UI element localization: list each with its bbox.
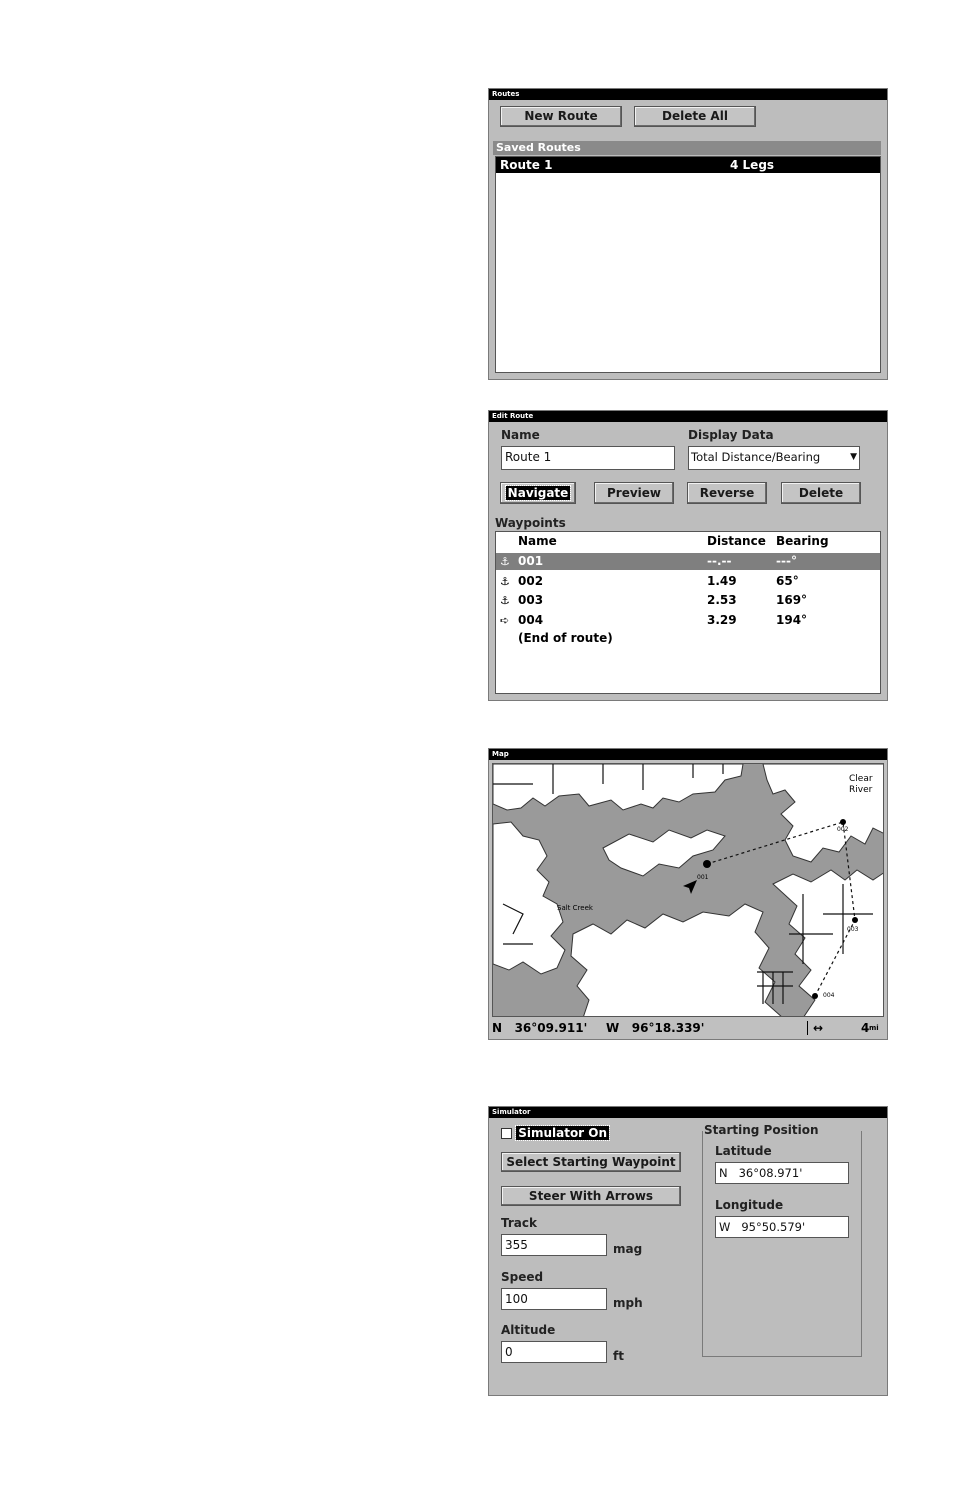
end-of-route: (End of route) <box>518 631 613 645</box>
waypoint-flag-icon: ⚓ <box>500 575 510 588</box>
column-distance: Distance <box>707 534 766 548</box>
waypoint-row-001[interactable] <box>496 553 880 570</box>
longitude-input[interactable]: W 95°50.579' <box>715 1216 849 1238</box>
land-south <box>571 904 783 1017</box>
display-data-select[interactable] <box>688 446 860 470</box>
waypoint-name: 003 <box>518 593 544 607</box>
zoom-arrows-icon: ↔ <box>813 1021 824 1035</box>
routes-window <box>488 88 888 380</box>
speed-label: Speed <box>501 1270 544 1284</box>
speed-unit: mph <box>613 1296 643 1310</box>
waypoint-distance: 3.29 <box>707 613 737 627</box>
saved-routes-header: Saved Routes <box>493 141 881 155</box>
display-data-value: Total Distance/Bearing <box>691 450 821 464</box>
waypoint-bearing: ---° <box>776 554 797 568</box>
land-center <box>603 830 725 876</box>
saved-routes-list[interactable] <box>495 156 881 373</box>
altitude-unit: ft <box>613 1349 624 1363</box>
latitude-input[interactable]: N 36°08.971' <box>715 1162 849 1184</box>
route-row-1[interactable] <box>496 157 880 173</box>
waypoint-bearing: 194° <box>776 613 808 627</box>
track-input[interactable]: 355 <box>501 1234 607 1256</box>
waypoint-row-003[interactable] <box>496 592 880 609</box>
waypoint-marker-001 <box>703 860 711 868</box>
waypoint-marker-004 <box>812 993 818 999</box>
route-name: Route 1 <box>500 158 553 172</box>
reverse-button[interactable]: Reverse <box>687 482 767 504</box>
simulator-on-label: Simulator On <box>518 1126 608 1140</box>
waypoint-name: 001 <box>518 554 544 568</box>
altitude-input[interactable]: 0 <box>501 1341 607 1363</box>
waypoint-label-002: 002 <box>837 826 849 833</box>
speed-input[interactable]: 100 <box>501 1288 607 1310</box>
simulator-window <box>488 1106 888 1396</box>
route-name-input[interactable]: Route 1 <box>501 446 675 470</box>
waypoint-flag-icon: ⚓ <box>500 555 510 568</box>
place-label-clear-river: Clear River <box>849 774 873 795</box>
position-arrow-icon <box>683 880 697 894</box>
map-title: Map <box>489 749 887 760</box>
waypoint-name: 004 <box>518 613 544 627</box>
delete-button[interactable]: Delete <box>781 482 861 504</box>
waypoint-name: 002 <box>518 574 544 588</box>
waypoint-row-004[interactable] <box>496 612 880 629</box>
longitude-label: Longitude <box>715 1198 784 1212</box>
waypoints-label: Waypoints <box>495 516 566 530</box>
name-label: Name <box>501 428 540 442</box>
navigate-button[interactable] <box>500 482 576 504</box>
column-bearing: Bearing <box>776 534 829 548</box>
starting-position-label: Starting Position <box>704 1123 822 1137</box>
altitude-label: Altitude <box>501 1323 556 1337</box>
waypoint-label-004: 004 <box>823 992 835 999</box>
waypoint-flag-icon: ⚓ <box>500 594 510 607</box>
track-label: Track <box>501 1216 537 1230</box>
steer-with-arrows-button[interactable]: Steer With Arrows <box>501 1186 681 1206</box>
place-label-salt-creek: Salt Creek <box>557 904 593 912</box>
navigate-label: Navigate <box>507 485 569 500</box>
waypoint-pointer-icon: ➪ <box>500 614 510 627</box>
zoom-unit: mi <box>869 1024 879 1032</box>
waypoint-distance: --.-- <box>707 554 732 568</box>
land-west <box>493 822 565 974</box>
land-north <box>493 764 743 810</box>
edit-route-window <box>488 410 888 701</box>
waypoint-label-003: 003 <box>847 926 859 933</box>
waypoint-label-001: 001 <box>697 874 709 881</box>
waypoint-distance: 2.53 <box>707 593 737 607</box>
map-divider <box>807 1021 808 1035</box>
simulator-title: Simulator <box>489 1107 887 1118</box>
waypoint-marker-002 <box>840 819 846 825</box>
checkbox-box[interactable] <box>501 1128 512 1139</box>
delete-all-button[interactable]: Delete All <box>634 106 756 127</box>
map-window <box>488 748 888 1040</box>
edit-route-title: Edit Route <box>489 411 887 422</box>
map-canvas[interactable] <box>492 763 884 1017</box>
waypoint-bearing: 65° <box>776 574 799 588</box>
map-longitude: W 96°18.339' <box>606 1021 705 1035</box>
routes-title: Routes <box>489 89 887 100</box>
select-starting-waypoint-button[interactable]: Select Starting Waypoint <box>501 1152 681 1172</box>
waypoint-distance: 1.49 <box>707 574 737 588</box>
column-name: Name <box>518 534 557 548</box>
latitude-label: Latitude <box>715 1144 772 1158</box>
column-header <box>496 534 880 550</box>
road-3 <box>757 972 793 1004</box>
map-latitude: N 36°09.911' <box>492 1021 588 1035</box>
simulator-on-checkbox[interactable] <box>501 1124 609 1142</box>
preview-button[interactable]: Preview <box>594 482 674 504</box>
waypoint-row-002[interactable] <box>496 573 880 590</box>
zoom-level: 4 <box>861 1021 870 1035</box>
dropdown-arrow-icon[interactable]: ▼ <box>850 452 857 462</box>
waypoint-marker-003 <box>852 917 858 923</box>
waypoints-list[interactable] <box>495 531 881 694</box>
track-unit: mag <box>613 1242 643 1256</box>
new-route-button[interactable]: New Route <box>500 106 622 127</box>
route-legs: 4 Legs <box>730 158 775 172</box>
waypoint-bearing: 169° <box>776 593 808 607</box>
map-svg <box>493 764 884 1017</box>
map-status-bar <box>489 1019 887 1037</box>
display-data-label: Display Data <box>688 428 774 442</box>
